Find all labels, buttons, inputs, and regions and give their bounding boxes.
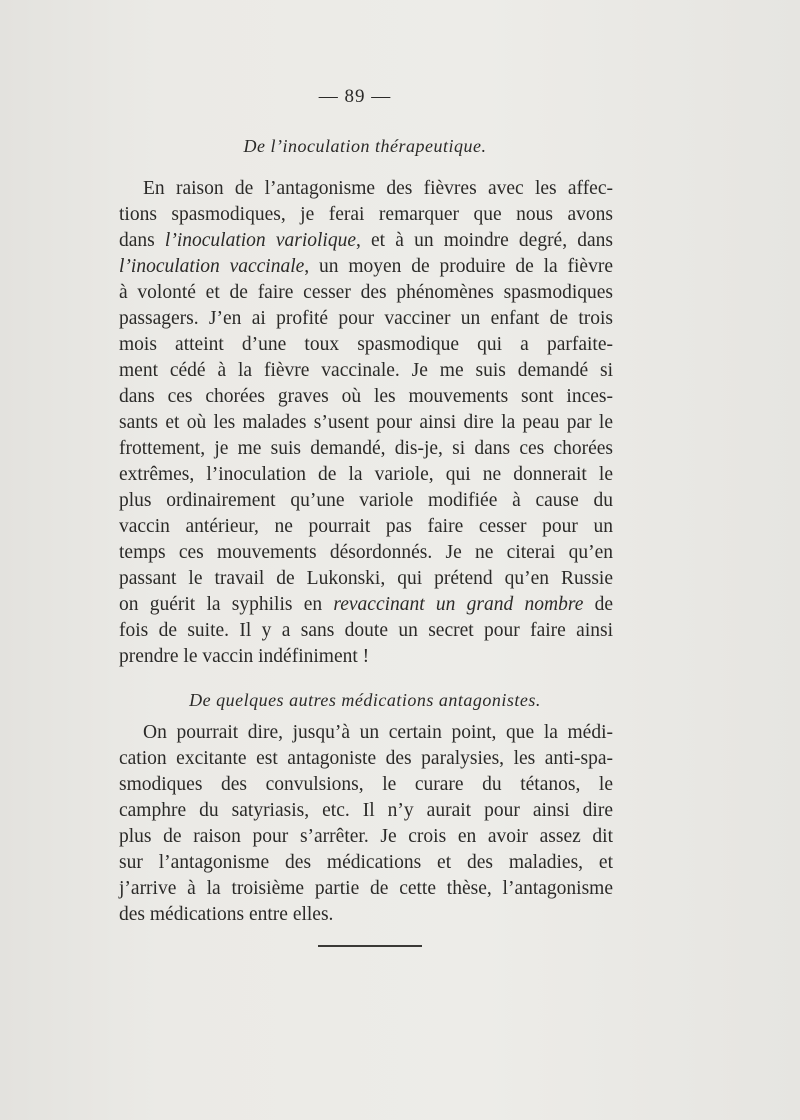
text-line: plus ordinairement qu’une variole modifiée à cause du bbox=[119, 490, 613, 511]
italic-phrase: revaccinant un grand nombre bbox=[333, 594, 584, 615]
text-segment: de bbox=[583, 594, 614, 615]
text-line: temps ces mouvements désordonnés. Je ne citerai qu’en bbox=[119, 542, 613, 563]
text-line: prendre le vaccin indéfiniment ! bbox=[119, 646, 370, 667]
closing-rule bbox=[318, 945, 422, 947]
text-segment: , un moyen de produire de la fièvre bbox=[304, 256, 613, 277]
text-line: des médications entre elles. bbox=[119, 904, 334, 925]
text-line: frottement, je me suis demandé, dis-je, si dans ces chorées bbox=[119, 438, 613, 459]
text-line: cation excitante est antagoniste des paralysies, les anti-spa- bbox=[119, 748, 613, 769]
text-line: j’arrive à la troisième partie de cette thèse, l’antagonisme bbox=[119, 878, 613, 899]
paragraph-other-medications bbox=[119, 720, 613, 928]
text-line: smodiques des convulsions, le curare du tétanos, le bbox=[119, 774, 613, 795]
text-line: tions spasmodiques, je ferai remarquer que nous avons bbox=[119, 204, 613, 225]
text-line bbox=[119, 592, 613, 618]
text-line: sur l’antagonisme des médications et des maladies, et bbox=[119, 852, 613, 873]
text-line: fois de suite. Il y a sans doute un secret pour faire ainsi bbox=[119, 620, 613, 641]
text-line: dans ces chorées graves où les mouvements sont inces- bbox=[119, 386, 613, 407]
text-segment: on guérit la syphilis en bbox=[119, 594, 334, 615]
text-line: passant le travail de Lukonski, qui prétend qu’en Russie bbox=[119, 568, 613, 589]
text-line: vaccin antérieur, ne pourrait pas faire cesser pour un bbox=[119, 516, 613, 537]
section-heading-inoculation: De l’inoculation thérapeutique. bbox=[243, 136, 487, 156]
section-heading-other-medications: De quelques autres médications antagonistes. bbox=[189, 690, 541, 710]
page-number: — 89 — bbox=[318, 86, 392, 107]
text-line: ment cédé à la fièvre vaccinale. Je me suis demandé si bbox=[119, 360, 613, 381]
text-segment: , et à un moindre degré, dans bbox=[355, 230, 614, 251]
text-line bbox=[119, 228, 613, 254]
text-line: plus de raison pour s’arrêter. Je crois en avoir assez dit bbox=[119, 826, 613, 847]
italic-phrase: l’inoculation vaccinale bbox=[119, 256, 305, 277]
text-line: On pourrait dire, jusqu’à un certain point, que la médi- bbox=[143, 722, 613, 743]
text-line: En raison de l’antagonisme des fièvres avec les affec- bbox=[143, 178, 613, 199]
text-segment: dans bbox=[119, 230, 165, 251]
paragraph-inoculation bbox=[119, 176, 613, 670]
text-line bbox=[119, 254, 613, 280]
text-line: passagers. J’en ai profité pour vacciner un enfant de trois bbox=[119, 308, 613, 329]
text-line: camphre du satyriasis, etc. Il n’y aurait pour ainsi dire bbox=[119, 800, 613, 821]
text-line: sants et où les malades s’usent pour ainsi dire la peau par le bbox=[119, 412, 613, 433]
text-line: à volonté et de faire cesser des phénomènes spasmodiques bbox=[119, 282, 613, 303]
text-line: extrêmes, l’inoculation de la variole, qui ne donnerait le bbox=[119, 464, 613, 485]
italic-phrase: l’inoculation variolique bbox=[164, 230, 356, 251]
text-line: mois atteint d’une toux spasmodique qui a parfaite- bbox=[119, 334, 613, 355]
